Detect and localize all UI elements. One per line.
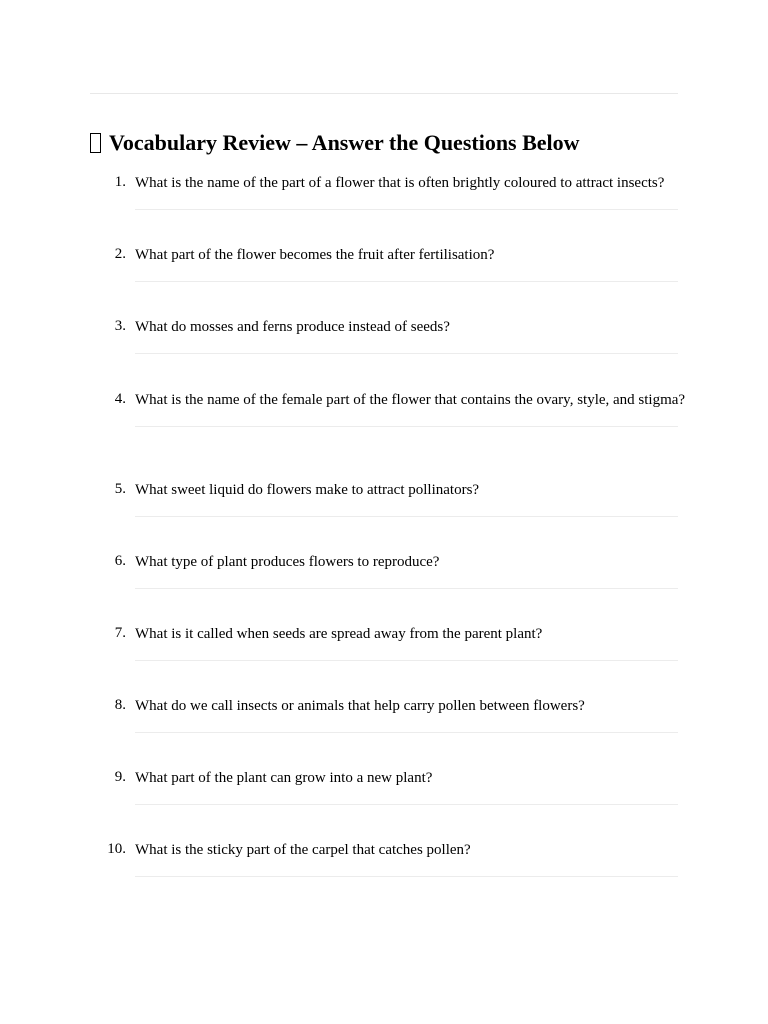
question-number: 4. [114,391,126,407]
question-item-5 [90,480,723,517]
question-item-2 [90,245,723,282]
question-number: 8. [114,697,126,713]
question-number: 9. [114,769,126,785]
question-text: What is the name of the part of a flower that is often brightly coloured to attract insects? [135,175,665,191]
answer-line-10[interactable] [135,876,678,877]
question-number: 6. [114,553,126,569]
question-number: 5. [114,481,126,497]
worksheet-title-text: Vocabulary Review – Answer the Questions Below [109,130,580,155]
question-text: What is the sticky part of the carpel that catches pollen? [135,842,471,858]
answer-line-7[interactable] [135,660,678,661]
top-divider [90,93,678,94]
answer-line-3[interactable] [135,353,678,354]
question-number: 1. [114,174,126,190]
question-number: 10. [107,841,126,857]
missing-glyph-icon [90,133,101,153]
question-item-7 [90,624,723,661]
question-text: What part of the plant can grow into a new plant? [135,770,433,786]
answer-line-8[interactable] [135,732,678,733]
question-item-3 [90,317,723,354]
answer-line-6[interactable] [135,588,678,589]
answer-line-1[interactable] [135,209,678,210]
worksheet-title [90,128,678,158]
question-text: What type of plant produces flowers to reproduce? [135,554,440,570]
question-text: What is the name of the female part of the flower that contains the ovary, style, and stigma? [135,392,686,408]
question-item-1 [90,173,723,210]
question-text: What sweet liquid do flowers make to attract pollinators? [135,482,480,498]
question-item-8 [90,696,723,733]
question-item-4 [90,390,723,427]
question-item-10 [90,840,723,877]
question-item-9 [90,768,723,805]
question-item-6 [90,552,723,589]
question-text: What do we call insects or animals that help carry pollen between flowers? [135,698,585,714]
question-text: What is it called when seeds are spread away from the parent plant? [135,626,543,642]
question-number: 3. [114,318,126,334]
answer-line-4[interactable] [135,426,678,427]
answer-line-5[interactable] [135,516,678,517]
question-text: What do mosses and ferns produce instead of seeds? [135,319,450,335]
question-number: 2. [114,246,126,262]
question-number: 7. [114,625,126,641]
answer-line-2[interactable] [135,281,678,282]
question-text: What part of the flower becomes the fruit after fertilisation? [135,247,495,263]
answer-line-9[interactable] [135,804,678,805]
